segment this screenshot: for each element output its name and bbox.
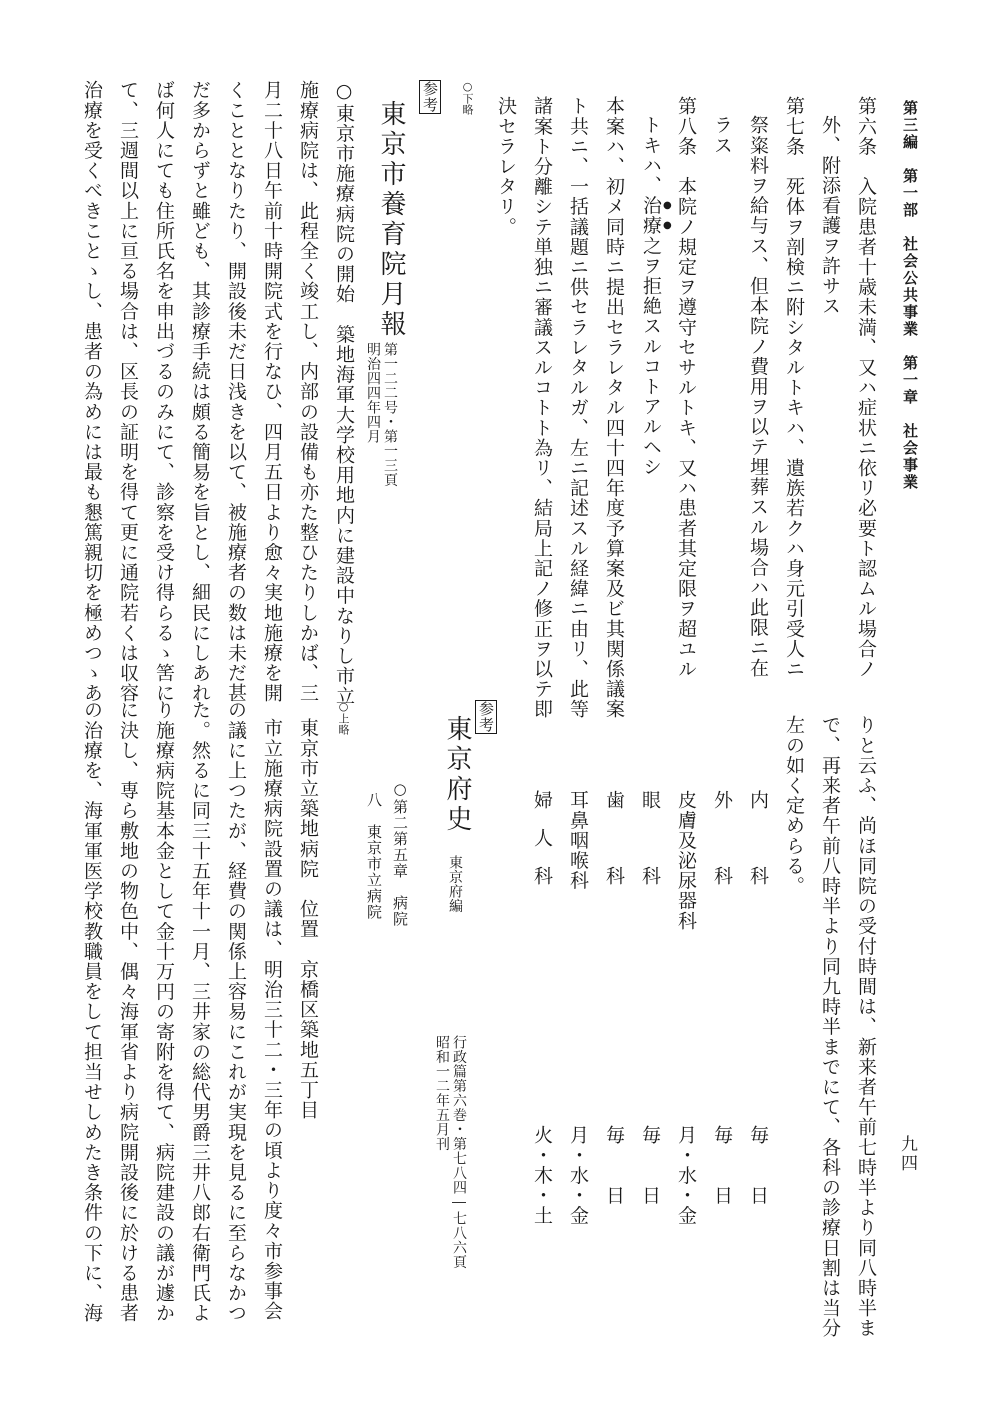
article-8-line-1: 第八条 本院ノ規定ヲ遵守セサルトキ、又ハ患者其定限ヲ超ユル <box>675 96 697 679</box>
section-heading: 八 東京市立病院 <box>365 792 383 920</box>
article-8-line-2: トキハ、治療之ヲ拒絶スルコトアルヘシ <box>640 115 662 477</box>
schedule-row <box>640 790 659 1090</box>
paragraph-line-7: て、三週間以上に亘る場合は、区長の証明を得て更に通院若くは収容 <box>117 80 139 704</box>
emphasis-treatment: 治療 <box>640 195 662 236</box>
schedule-row <box>604 790 623 1090</box>
body-line-4: 決セラレタリ。 <box>495 96 517 237</box>
schedule-dept: 婦 人 科 <box>531 790 553 885</box>
article-7-line-3: ラス <box>711 115 733 156</box>
paragraph-line-8: 治療を受くべきことゝし、患者の為めには最も懇篤親切を極めつゝあ <box>81 80 103 704</box>
schedule-days: 毎 日 <box>747 1125 769 1206</box>
schedule-days: 毎 日 <box>711 1125 733 1206</box>
omission-mark-upper: ○上略 <box>337 700 350 735</box>
continuation-line-3: 左の如く定めらる。 <box>783 715 805 896</box>
reference-label: 参考 <box>421 81 439 113</box>
quote-line-1: 東京市立築地病院 位置 京橋区築地五丁目 <box>297 718 319 1120</box>
chapter-heading: ○第二第五章 病院 <box>391 780 409 927</box>
paragraph-line-3: 月二十八日午前十時開院式を行なひ、四月五日より愈々実地施療を開 <box>261 80 283 704</box>
page-number: 九四 <box>897 1135 917 1173</box>
quote-line-7: の治療を、海軍軍医学校教職員をして担当せしめたき条件の下に、海 <box>81 700 103 1324</box>
continuation-line-2: で、再来者午前八時半より同九時半までにて、各科の診療日割は当分 <box>819 715 841 1339</box>
schedule-days: 月・水・金 <box>567 1125 589 1226</box>
schedule-dept: 眼 科 <box>639 790 661 885</box>
schedule-days: 毎 日 <box>639 1125 661 1206</box>
source-citation-date-2: 昭和一二年五月刊 <box>434 1035 450 1151</box>
paragraph-line-1: ○東京市施療病院の開始 築地海軍大学校用地内に建設中なりし市立 <box>333 80 355 707</box>
source-editor-2: 東京府編 <box>447 855 463 913</box>
continuation-line-1: りと云ふ、尚ほ同院の受付時間は、新来者午前七時半より同八時半ま <box>855 715 877 1339</box>
body-line-2: ト共ニ、一括議題ニ供セラレタルガ、左ニ記述スル経緯ニ由リ、此等 <box>567 96 589 720</box>
quote-line-6: に決し、専ら敷地の物色中、偶々海軍省より病院開設後に於ける患者 <box>117 700 139 1324</box>
paragraph-line-4: くこととなりたり、開設後未だ日浅きを以て、被施療者の数は未だ甚 <box>225 80 247 704</box>
paragraph-line-2: 施療病院は、此程全く竣工し、内部の設備も亦た整ひたりしかば、三 <box>297 80 319 704</box>
running-header: 第三編 第一部 社会公共事業 第一章 社会事業 <box>901 100 919 491</box>
source-citation-issue: 第一二二号・第一三頁 <box>382 342 398 487</box>
article-7-line-2: 祭粢料ヲ給与ス、但本院ノ費用ヲ以テ埋葬スル場合ハ此限ニ在 <box>747 115 769 678</box>
paragraph-line-5: だ多からずと雖ども、其診療手続は頗る簡易を旨とし、細民にしあれ <box>189 80 211 704</box>
quote-line-5: り施療病院基本金として金十万円の寄附を得て、病院建設の議が遽か <box>153 700 175 1324</box>
schedule-row <box>748 790 767 1090</box>
schedule-dept: 皮膚及泌尿器科 <box>675 790 697 931</box>
article-6-line-1: 第六条 入院患者十歳未満、又ハ症状ニ依リ必要ト認ムル場合ノ <box>855 96 877 679</box>
paragraph-line-6: ば何人にても住所氏名を申出づるのみにて、診察を受け得らるゝ筈に <box>153 80 175 704</box>
article-7-line-1: 第七条 死体ヲ剖検ニ附シタルトキハ、遺族若クハ身元引受人ニ <box>783 96 805 679</box>
quote-line-4: た。然るに同三十五年十一月、三井家の総代男爵三井八郎右衛門氏よ <box>189 700 211 1324</box>
reference-label-2: 参考 <box>477 701 495 733</box>
schedule-days: 火・木・土 <box>531 1125 553 1226</box>
schedule-dept: 外 科 <box>711 790 733 885</box>
schedule-row <box>712 790 731 1090</box>
schedule-row <box>532 790 551 1090</box>
source-citation-date: 明治四四年四月 <box>365 342 381 444</box>
source-title-2: 東京府史 <box>442 715 472 835</box>
schedule-dept: 耳鼻咽喉科 <box>567 790 589 891</box>
schedule-dept: 内 科 <box>747 790 769 885</box>
source-citation-pages-2: 行政篇第六巻・第七八四―七八六頁 <box>451 1035 467 1269</box>
body-line-3: 諸案ト分離シテ単独ニ審議スルコトト為リ、結局上記ノ修正ヲ以テ即 <box>531 96 553 720</box>
schedule-dept: 歯 科 <box>603 790 625 885</box>
schedule-days: 毎 日 <box>603 1125 625 1206</box>
schedule-days: 月・水・金 <box>675 1125 697 1226</box>
quote-line-2: 市立施療病院設置の議は、明治三十二・三年の頃より度々市参事会 <box>261 718 283 1321</box>
article-6-line-2: 外、附添看護ヲ許サス <box>819 115 841 316</box>
quote-line-3: の議に上つたが、経費の関係上容易にこれが実現を見るに至らなかつ <box>225 700 247 1324</box>
source-title: 東京市養育院月報 <box>376 100 406 340</box>
omission-mark-lower: ○下略 <box>461 80 474 115</box>
body-line-1: 本案ハ、初メ同時ニ提出セラレタル四十四年度予算案及ビ其関係議案 <box>603 96 625 720</box>
